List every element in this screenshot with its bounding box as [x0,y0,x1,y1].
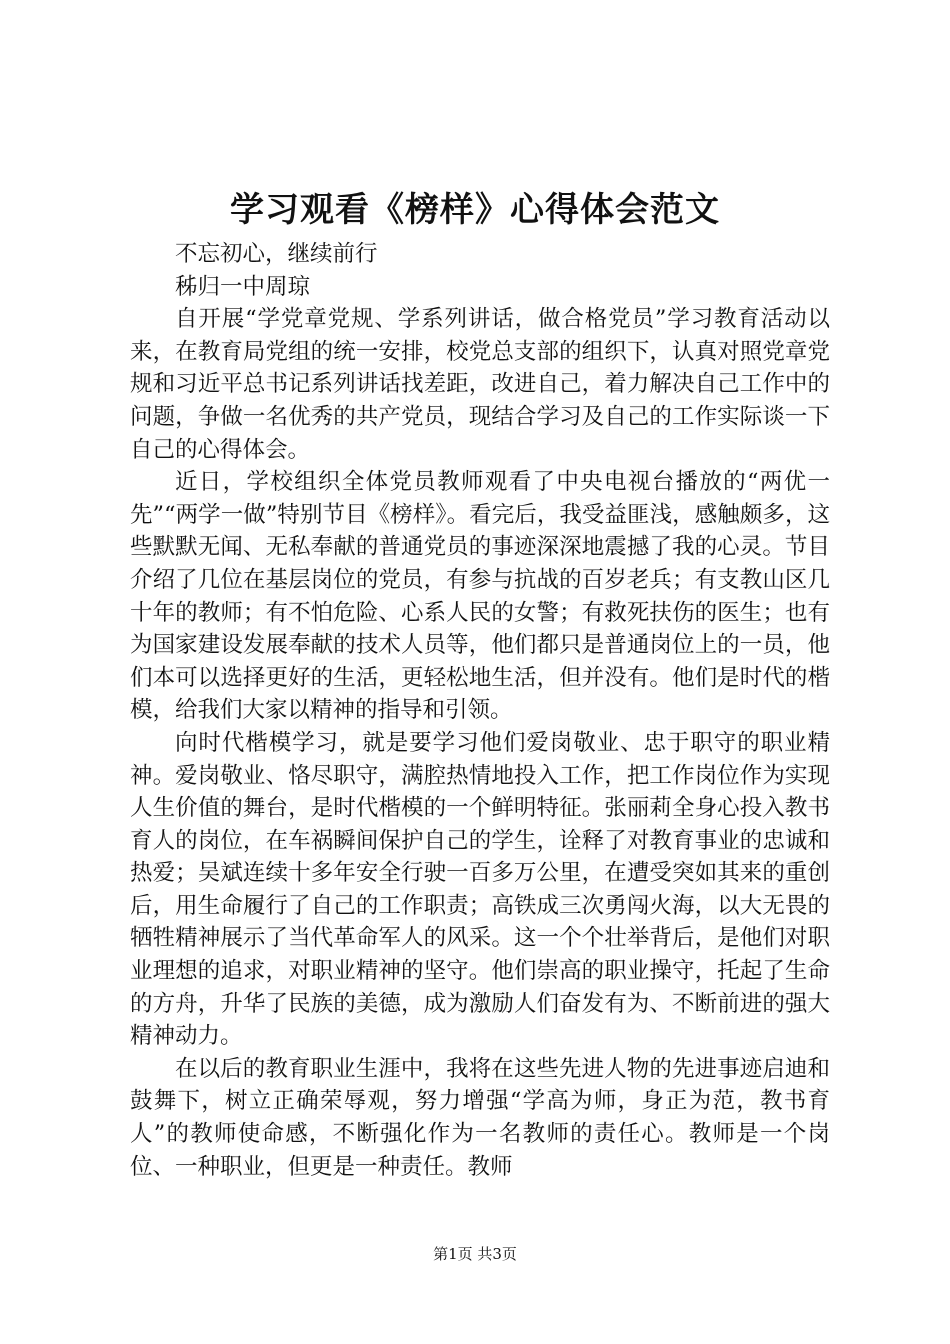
subtitle-line: 不忘初心，继续前行 [175,241,378,267]
document-body [130,238,830,1183]
body-paragraph: 在以后的教育职业生涯中，我将在这些先进人物的先进事迹启迪和鼓舞下，树立正确荣辱观，努力增强“学高为师，身正为范，教书育人”的教师使命感，不断强化作为一名教师的责任心。教师是一个岗位、一种职业，但更是一种责任。教师 [130,1055,830,1180]
author-line: 秭归一中周琼 [175,273,311,300]
page-footer: 第1页 共3页 [433,1245,517,1263]
body-paragraph: 向时代楷模学习，就是要学习他们爱岗敬业、忠于职守的职业精神。爱岗敬业、恪尽职守，满腔热情地投入工作，把工作岗位作为实现人生价值的舞台，是时代楷模的一个鲜明特征。张丽莉全身心投入教书育人的岗位，在车祸瞬间保护自己的学生，诠释了对教育事业的忠诚和热爱；吴斌连续十多年安全行驶一百多万公里，在遭受突如其来的重创后，用生命履行了自己的工作职责；高铁成三次勇闯火海，以大无畏的牺牲精神展示了当代革命军人的风采。这一个个壮举背后，是他们对职业理想的追求，对职业精神的坚守。他们崇高的职业操守，托起了生命的方舟，升华了民族的美德，成为激励人们奋发有为、不断前进的强大精神动力。 [130,729,830,1050]
body-paragraph: 近日，学校组织全体党员教师观看了中央电视台播放的“两优一先”“两学一做”特别节目《榜样》。看完后，我受益匪浅，感触颇多，这些默默无闻、无私奉献的普通党员的事迹深深地震撼了我的心灵。节目介绍了几位在基层岗位的党员，有参与抗战的百岁老兵；有支教山区几十年的教师；有不怕危险、心系人民的女警；有救死扶伤的医生；也有为国家建设发展奉献的技术人员等，他们都只是普通岗位上的一员，他们本可以选择更好的生活，更轻松地生活，但并没有。他们是时代的楷模，给我们大家以精神的指导和引领。 [130,469,830,724]
document-title: 学习观看《榜样》心得体会范文 [230,190,720,230]
body-paragraph: 自开展“学党章党规、学系列讲话，做合格党员”学习教育活动以来，在教育局党组的统一安排，校党总支部的组织下，认真对照党章党规和习近平总书记系列讲话找差距，改进自己，着力解决自己工作中的问题，争做一名优秀的共产党员，现结合学习及自己的工作实际谈一下自己的心得体会。 [130,306,830,463]
